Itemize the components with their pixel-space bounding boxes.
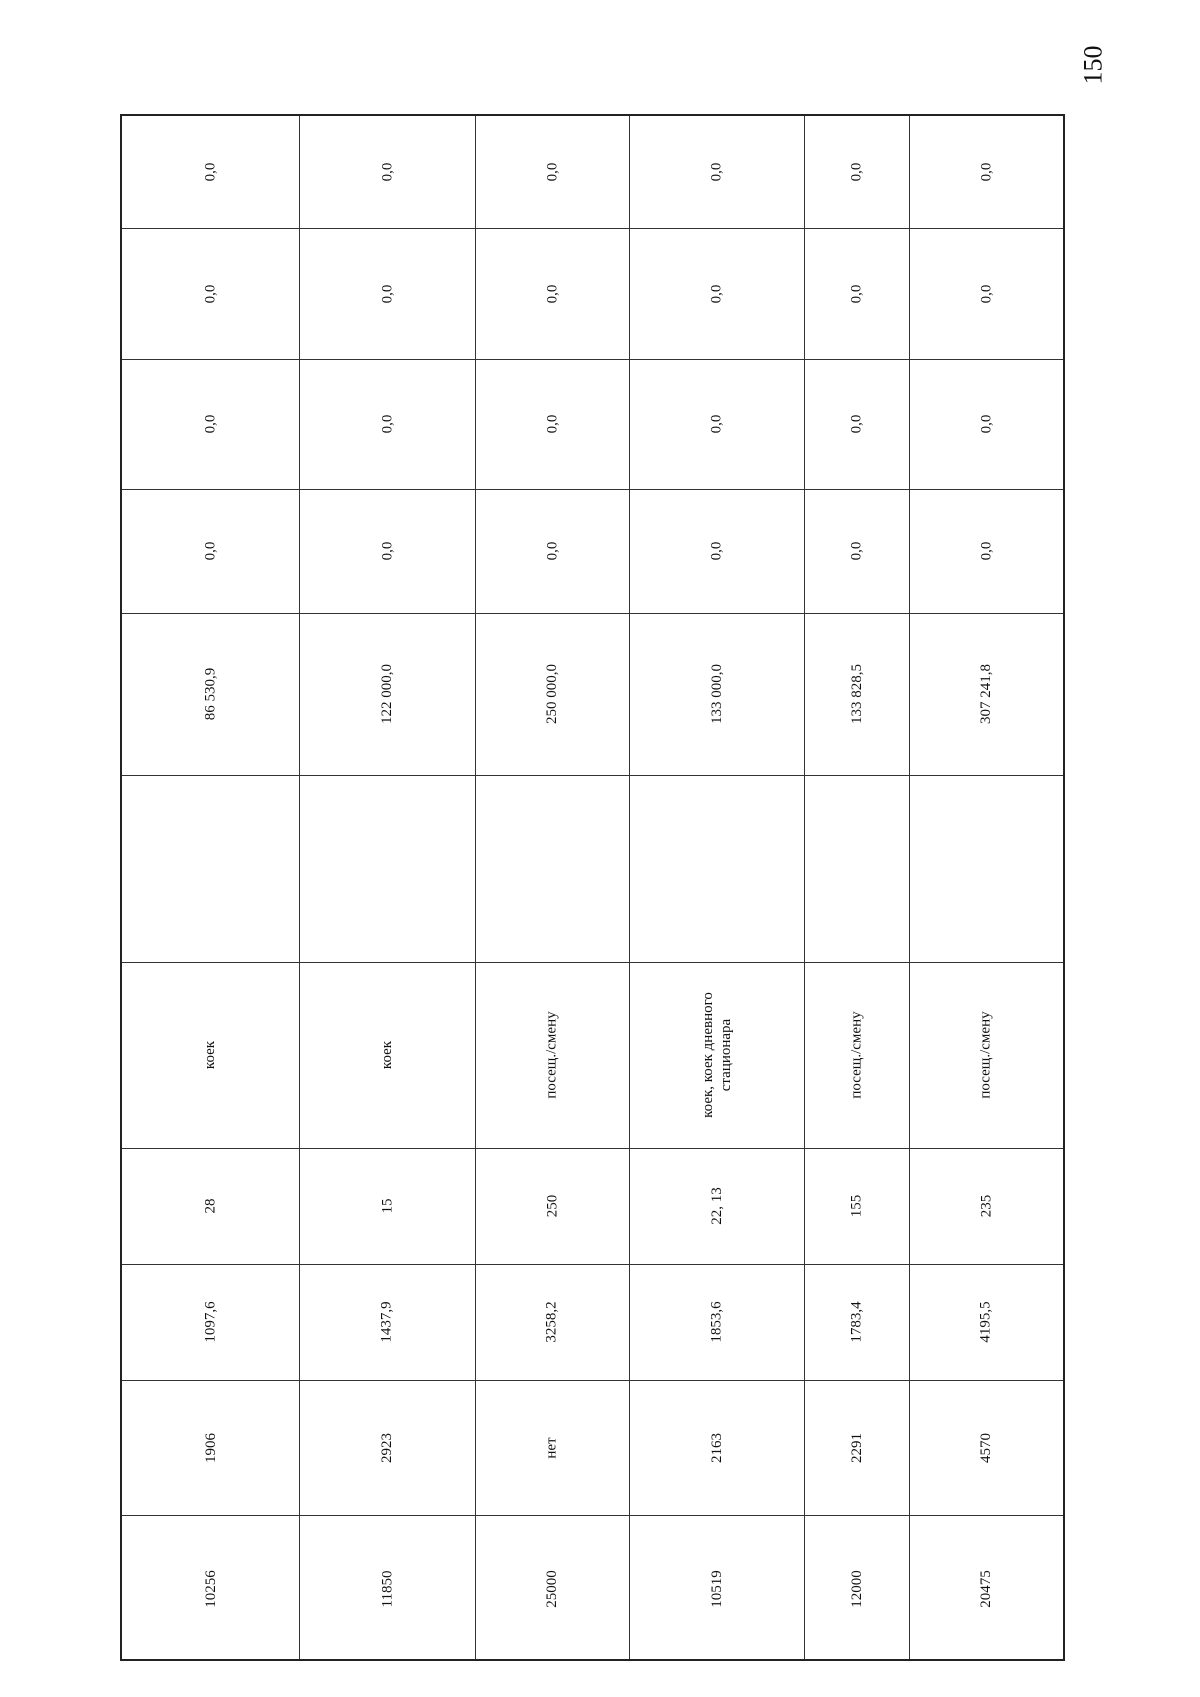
cell-text: 2923 [379, 1432, 395, 1463]
cell-text: 0,0 [708, 541, 725, 561]
table-cell [804, 613, 909, 775]
table-cell [629, 1515, 804, 1663]
table-cell [299, 1264, 475, 1380]
table-cell [804, 1264, 909, 1380]
cell-text: 28 [202, 1198, 219, 1214]
table-cell [299, 613, 475, 775]
page-number [1075, 42, 1111, 88]
cell-text: 1097,6 [202, 1301, 219, 1343]
table-cell [475, 613, 629, 775]
cell-text: 0,0 [848, 541, 865, 561]
table-cell [122, 775, 299, 962]
table-cell [909, 1515, 1063, 1663]
table-cell [122, 1264, 299, 1380]
cell-text: посещ./смену [977, 1011, 994, 1099]
table-cell [122, 359, 299, 489]
table-cell [804, 489, 909, 613]
table-cell [804, 1515, 909, 1663]
cell-text: 0,0 [202, 414, 219, 434]
table-cell [122, 228, 299, 359]
table-cell [475, 775, 629, 962]
cell-text: 15 [379, 1198, 395, 1214]
cell-text: 0,0 [202, 541, 219, 561]
table-cell [629, 228, 804, 359]
table-cell [629, 613, 804, 775]
table-cell [475, 228, 629, 359]
cell-text: коек, коек дневного стационара [699, 992, 734, 1118]
cell-text: 122 000,0 [379, 664, 395, 724]
page-number-text: 150 [1078, 45, 1107, 85]
table-cell [629, 359, 804, 489]
cell-text: 0,0 [848, 284, 865, 303]
cell-text: 20475 [978, 1570, 994, 1608]
cell-text: 11850 [378, 1570, 395, 1608]
table-cell [629, 1264, 804, 1380]
table-cell [909, 962, 1063, 1148]
cell-text: посещ./смену [543, 1011, 560, 1099]
table-cell [122, 489, 299, 613]
cell-text: 0,0 [544, 162, 560, 182]
table-cell [629, 1148, 804, 1264]
cell-text: 0,0 [379, 414, 395, 434]
cell-text: 155 [848, 1194, 865, 1218]
table-cell [299, 489, 475, 613]
table-cell [299, 1515, 475, 1663]
table-cell [804, 228, 909, 359]
table-cell [299, 116, 475, 228]
cell-text: 1906 [202, 1432, 219, 1463]
table-cell [804, 1148, 909, 1264]
table-cell [475, 489, 629, 613]
cell-text: 1783,4 [848, 1301, 865, 1343]
table-cell [122, 1148, 299, 1264]
table-cell [122, 1515, 299, 1663]
table-cell [909, 228, 1063, 359]
cell-text: 0,0 [544, 284, 560, 303]
cell-text: 2163 [708, 1432, 725, 1463]
cell-text: 0,0 [848, 162, 865, 182]
table-cell [909, 1264, 1063, 1380]
cell-text: 250 000,0 [544, 664, 560, 724]
table-cell [629, 962, 804, 1148]
table-cell [909, 775, 1063, 962]
data-table [120, 114, 1065, 1661]
table-cell [475, 359, 629, 489]
cell-text: 0,0 [379, 162, 395, 182]
cell-text: 133 828,5 [848, 664, 865, 724]
cell-text: 1437,9 [379, 1301, 395, 1343]
cell-text: нет [544, 1436, 560, 1459]
cell-text: 0,0 [202, 162, 219, 182]
cell-text: 250 [544, 1194, 560, 1218]
table-cell [299, 1148, 475, 1264]
table-cell [629, 489, 804, 613]
cell-text: коек [202, 1040, 219, 1070]
table-cell [804, 116, 909, 228]
table-cell [804, 962, 909, 1148]
cell-text: 0,0 [544, 541, 560, 561]
cell-text: 86 530,9 [202, 667, 219, 721]
cell-text: 3258,2 [544, 1301, 560, 1343]
table-cell [299, 962, 475, 1148]
table-cell [804, 775, 909, 962]
table-cell [475, 1515, 629, 1663]
cell-text: 4570 [978, 1432, 994, 1463]
table-cell [909, 1380, 1063, 1515]
cell-text: 10256 [202, 1570, 219, 1608]
cell-text: 1853,6 [708, 1301, 725, 1343]
table-cell [475, 116, 629, 228]
cell-text: 12000 [848, 1570, 865, 1608]
cell-text: 0,0 [708, 162, 725, 182]
cell-text: 235 [978, 1194, 994, 1218]
cell-text: 2291 [848, 1432, 865, 1463]
table-cell [122, 962, 299, 1148]
cell-text: 22, 13 [708, 1187, 725, 1225]
cell-text: 0,0 [978, 541, 994, 561]
cell-text: посещ./смену [848, 1011, 865, 1099]
cell-text: 0,0 [978, 284, 994, 303]
table-cell [475, 962, 629, 1148]
cell-text: 0,0 [978, 414, 994, 434]
cell-text: 133 000,0 [708, 664, 725, 724]
cell-text: 0,0 [708, 414, 725, 434]
table-cell [629, 116, 804, 228]
table-cell [629, 775, 804, 962]
cell-text: 4195,5 [978, 1301, 994, 1343]
table-cell [909, 489, 1063, 613]
table-cell [299, 1380, 475, 1515]
cell-text: 0,0 [848, 414, 865, 434]
cell-text: 0,0 [708, 284, 725, 303]
cell-text: 0,0 [544, 414, 560, 434]
table-cell [122, 613, 299, 775]
cell-text: коек [379, 1040, 395, 1070]
cell-text: 0,0 [379, 284, 395, 303]
table-cell [909, 116, 1063, 228]
table-cell [475, 1264, 629, 1380]
table-cell [909, 359, 1063, 489]
table-cell [122, 116, 299, 228]
table-cell [122, 1380, 299, 1515]
table-cell [299, 775, 475, 962]
table-cell [629, 1380, 804, 1515]
table-cell [909, 1148, 1063, 1264]
table-cell [475, 1148, 629, 1264]
cell-text: 25000 [544, 1570, 560, 1608]
table-cell [299, 359, 475, 489]
table-cell [804, 1380, 909, 1515]
cell-text: 307 241,8 [978, 664, 994, 724]
cell-text: 0,0 [202, 284, 219, 303]
table-cell [475, 1380, 629, 1515]
table-cell [909, 613, 1063, 775]
table-cell [299, 228, 475, 359]
cell-text: 0,0 [978, 162, 994, 182]
cell-text: 10519 [708, 1570, 725, 1608]
table-cell [804, 359, 909, 489]
cell-text: 0,0 [379, 541, 395, 561]
